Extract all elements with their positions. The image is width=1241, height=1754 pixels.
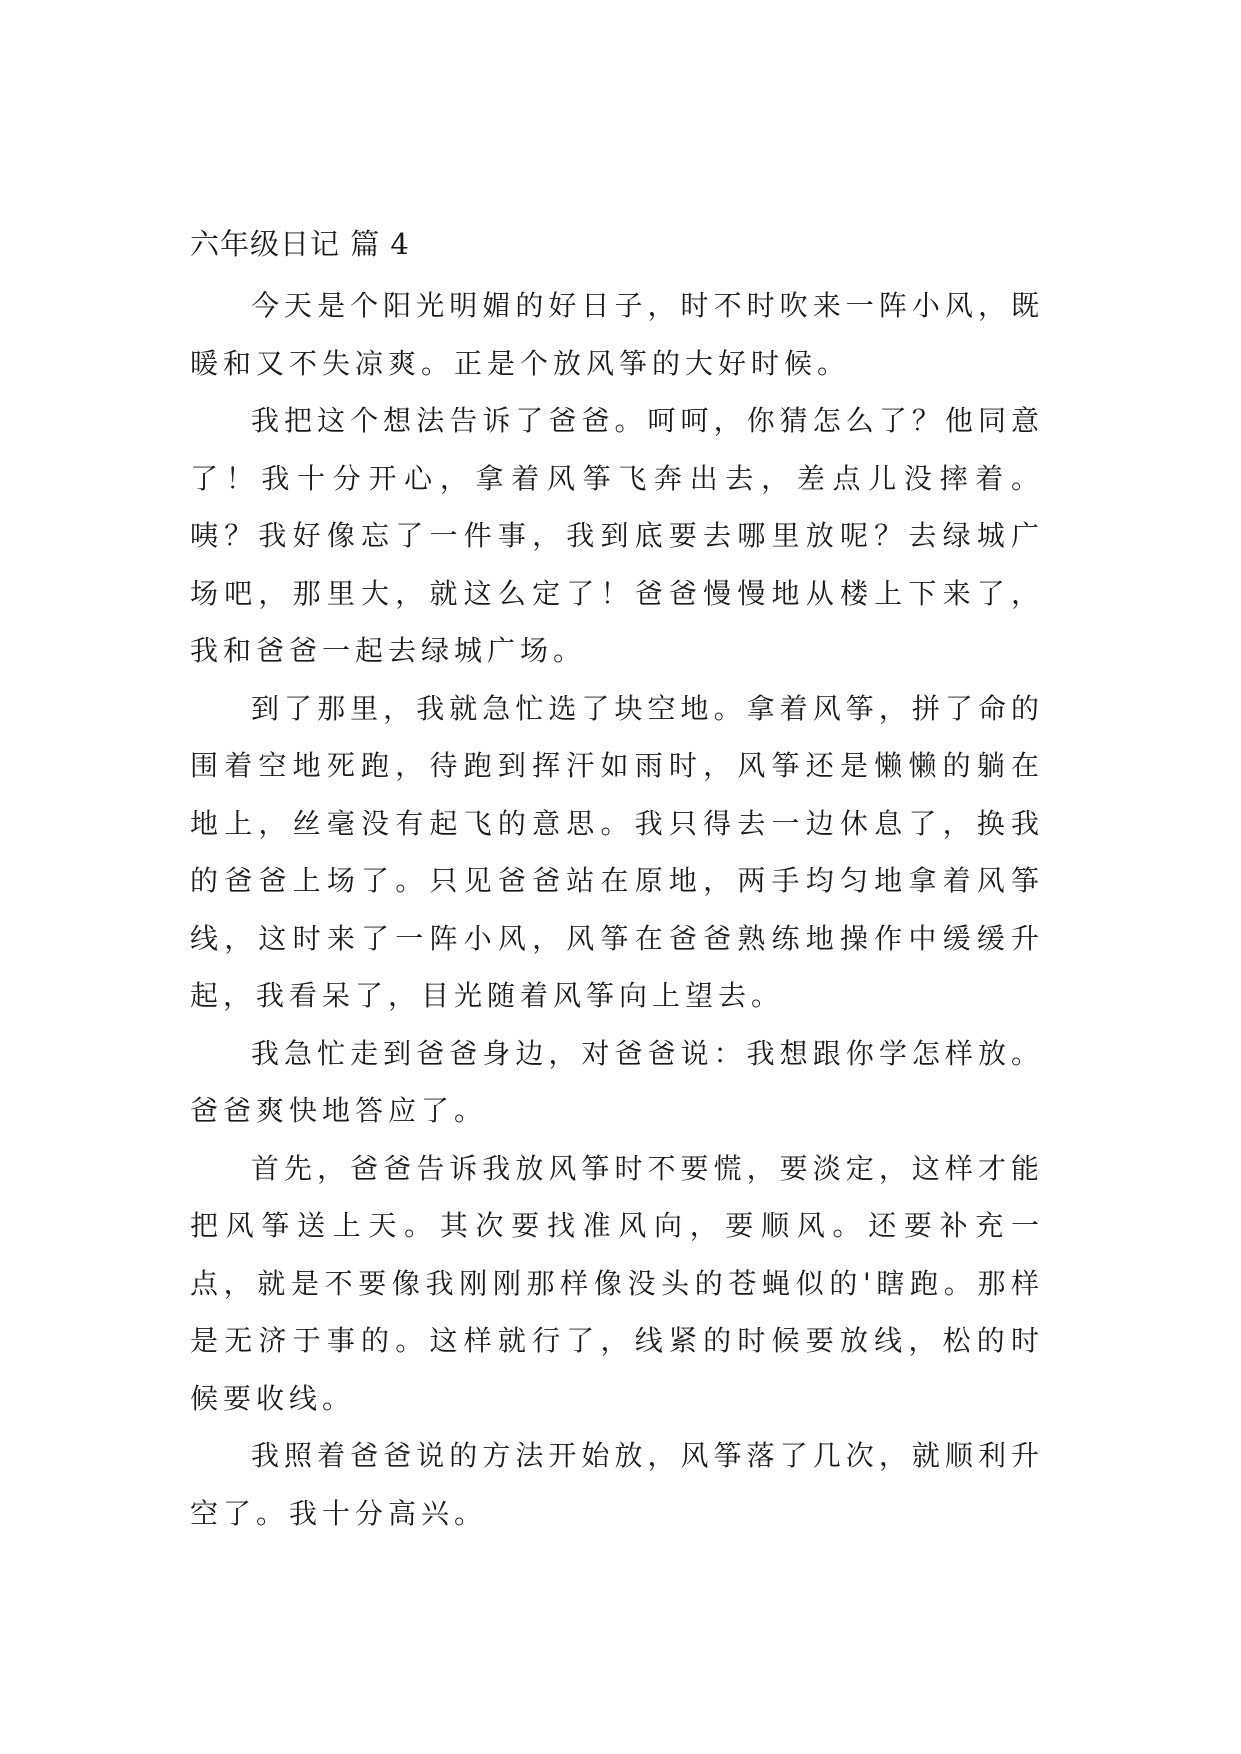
paragraph: 首先，爸爸告诉我放风筝时不要慌，要淡定，这样才能把风筝送上天。其次要找准风向，要顺风。还要补充一点，就是不要像我刚刚那样像没头的苍蝇似的'瞎跑。那样是无济于事的。这样就行了，线紧的时候要放线，松的时候要收线。	[190, 1151, 1044, 1415]
document-title: 六年级日记 篇 4	[190, 227, 410, 261]
document-body	[190, 277, 1044, 1542]
paragraph: 我照着爸爸说的方法开始放，风筝落了几次，就顺利升空了。我十分高兴。	[190, 1439, 1044, 1530]
paragraph: 到了那里，我就急忙选了块空地。拿着风筝，拼了命的围着空地死跑，待跑到挥汗如雨时，风筝还是懒懒的躺在地上，丝毫没有起飞的意思。我只得去一边休息了，换我的爸爸上场了。只见爸爸站在原地，两手均匀地拿着风筝线，这时来了一阵小风，风筝在爸爸熟练地操作中缓缓升起，我看呆了，目光随着风筝向上望去。	[190, 691, 1044, 1012]
paragraph: 我把这个想法告诉了爸爸。呵呵，你猜怎么了？他同意了！我十分开心，拿着风筝飞奔出去，差点儿没摔着。咦？我好像忘了一件事，我到底要去哪里放呢？去绿城广场吧，那里大，就这么定了！爸爸慢慢地从楼上下来了，我和爸爸一起去绿城广场。	[190, 404, 1044, 667]
paragraph: 我急忙走到爸爸身边，对爸爸说：我想跟你学怎样放。爸爸爽快地答应了。	[190, 1036, 1044, 1127]
paragraph: 今天是个阳光明媚的好日子，时不时吹来一阵小风，既暖和又不失凉爽。正是个放风筝的大好时候。	[190, 289, 1044, 380]
